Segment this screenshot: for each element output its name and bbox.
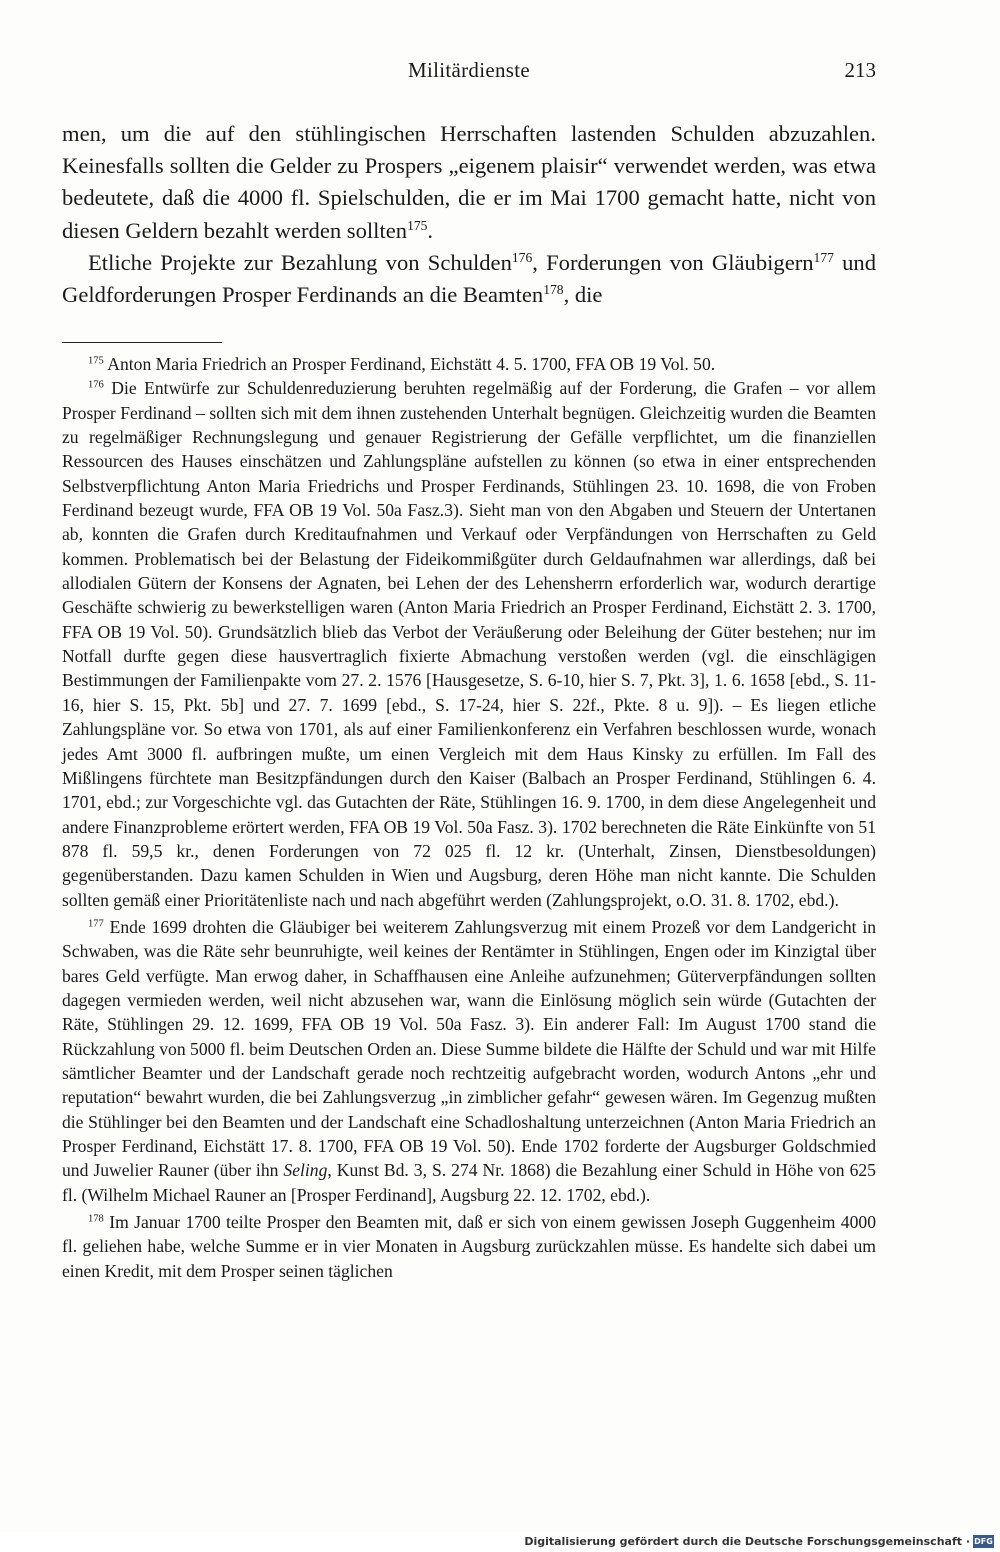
text-run: , Forderungen von Gläubigern: [532, 249, 814, 275]
footnotes: [62, 352, 876, 1283]
text-run: , die: [563, 282, 603, 308]
footnote-number: 175: [88, 355, 104, 367]
footnote-text: , Kunst Bd. 3, S. 274 Nr. 1868) die Bezahlung einer Schuld in Höhe von 625 fl. (Wilhelm Michael Rauner an [Prosper Ferdinand], Augsburg 22. 12. 1702, ebd.).: [62, 1160, 876, 1205]
footnote-number: 177: [88, 918, 104, 930]
page-header: [62, 58, 876, 88]
paragraph-continued: [62, 118, 876, 247]
author-name-italic: Seling: [283, 1160, 328, 1181]
footnote-176: [62, 376, 876, 912]
running-head: Militärdienste: [407, 58, 530, 82]
footnote-178: [62, 1210, 876, 1283]
footnote-175: [62, 352, 876, 376]
footnote-number: 178: [88, 1213, 104, 1225]
text-run: Etliche Projekte zur Bezahlung von Schulden: [88, 249, 512, 275]
footnote-ref-176[interactable]: 176: [511, 249, 533, 265]
footnote-177: [62, 915, 876, 1207]
main-text: [62, 118, 876, 311]
text-run: men, um die auf den stühlingischen Herrschaften lastenden Schulden abzuzahlen. Keinesfalls sollten die Gelder zu Prospers „eigenem plaisir“ verwendet werden, was etwa bedeutete, daß die 4000 fl. Spielschulden, die er im Mai 1700 gemacht hatte, nicht von diesen Geldern bezahlt werden sollten: [62, 121, 876, 243]
dfg-logo-icon: DFG: [974, 1537, 993, 1546]
text-run: und Geldforderungen Prosper Ferdinands an die Beamten: [62, 249, 876, 308]
page-number: 213: [844, 58, 876, 82]
footnote-number: 176: [88, 380, 104, 392]
digitization-credit: Digitalisierung gefördert durch die Deutsche Forschungsgemeinschaft ·: [524, 1535, 970, 1548]
footnote-text: Ende 1699 drohten die Gläubiger bei weiterem Zahlungsverzug mit einem Prozeß vor dem Landgericht in Schwaben, was die Räte sehr beunruhigte, weil keines der Rentämter in Stühlingen, Engen oder im Kinzigtal über bares Geld verfügte. Man erwog daher, in Schaffhausen eine Anleihe aufzunehmen; Güterverpfändungen sollten dagegen vermieden werden, weil nicht abzusehen war, wann die Einlösung möglich sein würde (Gutachten der Räte, Stühlingen 29. 12. 1699, FFA OB 19 Vol. 50a Fasz. 3). Ein anderer Fall: Im August 1700 stand die Rückzahlung von 5000 fl. beim Deutschen Orden an. Diese Summe bildete die Hälfte der Schuld und war mit Hilfe sämtlicher Beamter und der Landschaft gerade noch rechtzeitig aufgebracht worden, wodurch Antons „ehr und reputation“ bewahrt wurden, die bei Zahlungsverzug „in zimblicher gefahr“ gewesen wären. Im Gegenzug mußten die Stühlinger bei den Beamten und der Landschaft eine Schadloshaltung unterzeichnen (Anton Maria Friedrich an Prosper Ferdinand, Eichstätt 17. 8. 1700, FFA OB 19 Vol. 50). Ende 1702 forderte der Augsburger Goldschmied und Juwelier Rauner (über ihn: [62, 916, 876, 1181]
footnote-text: Die Entwürfe zur Schuldenreduzierung beruhten regelmäßig auf der Forderung, die Grafen – vor allem Prosper Ferdinand – sollten sich mit dem ihnen zustehenden Unterhalt begnügen. Gleichzeitig wurden die Beamten zu regelmäßiger Rechnungslegung und genauer Registrierung der Gefälle verpflichtet, um die finanziellen Ressourcen des Hauses einschätzen und Zahlungspläne aufstellen zu können (so etwa in einer entsprechenden Selbstverpflichtung Anton Maria Friedrichs und Prosper Ferdinands, Stühlingen 23. 10. 1698, die von Froben Ferdinand bezeugt wurde, FFA OB 19 Vol. 50a Fasz.3). Sieht man von den Abgaben und Steuern der Untertanen ab, konnten die Grafen durch Kreditaufnahmen und Verkauf oder Verpfändungen von Herrschaften zu Geld kommen. Problematisch bei der Belastung der Fideikommißgüter durch Geldaufnahmen war allerdings, daß bei allodialen Gütern der Konsens der Agnaten, bei Lehen der des Lehensherrn erforderlich war, wodurch derartige Geschäfte schwierig zu bewerkstelligen waren (Anton Maria Friedrich an Prosper Ferdinand, Eichstätt 2. 3. 1700, FFA OB 19 Vol. 50). Grundsätzlich blieb das Verbot der Veräußerung oder Beleihung der Güter bestehen; nur im Notfall durfte gegen diese hausvertraglich fixierte Abmachung verstoßen werden (vgl. die einschlägigen Bestimmungen der Familienpakte vom 27. 2. 1576 [Hausgesetze, S. 6-10, hier S. 7, Pkt. 3], 1. 6. 1658 [ebd., S. 11-16, hier S. 15, Pkt. 5b] und 27. 7. 1699 [ebd., S. 17-24, hier S. 22f., Pkte. 8 u. 9]). – Es liegen etliche Zahlungspläne vor. So etwa von 1701, als auf einer Familienkonferenz ein Verfahren beschlossen wurde, wonach jedes Amt 3000 fl. aufbringen mußte, um einen Vergleich mit dem Haus Kinsky zu erfüllen. Im Fall des Mißlingens fürchtete man Besitzpfändungen durch den Kaiser (Balbach an Prosper Ferdinand, Stühlingen 6. 4. 1701, ebd.; zur Vorgeschichte vgl. das Gutachten der Räte, Stühlingen 16. 9. 1700, in dem diese Angelegenheit und andere Finanzprobleme erörtert werden, FFA OB 19 Vol. 50a Fasz. 3). 1702 berechneten die Räte Einkünfte von 51 878 fl. 59,5 kr., denen Forderungen von 72 025 fl. 12 kr. (Unterhalt, Zinsen, Dienstbesoldungen) gegenüberstanden. Dazu kamen Schulden in Wien und Augsburg, deren Höhe man nicht kannte. Die Schulden sollten gemäß einer Prioritätenliste nach und nach abgeführt werden (Zahlungsprojekt, o.O. 31. 8. 1702, ebd.).: [62, 378, 876, 910]
footnote-ref-175[interactable]: 175: [407, 217, 428, 233]
footnote-separator: [62, 342, 222, 343]
footnote-ref-178[interactable]: 178: [543, 281, 564, 297]
text-run: .: [427, 217, 434, 243]
digitization-footer: [0, 1532, 1000, 1552]
footnote-text: Im Januar 1700 teilte Prosper den Beamten mit, daß er sich von einem gewissen Joseph Guggenheim 4000 fl. geliehen habe, welche Summe er in vier Monaten in Augsburg zurückzahlen müsse. Es handelte sich dabei um einen Kredit, mit dem Prosper seinen täglichen: [62, 1212, 876, 1281]
footnote-text: Anton Maria Friedrich an Prosper Ferdinand, Eichstätt 4. 5. 1700, FFA OB 19 Vol. 50.: [103, 354, 716, 374]
footnote-ref-177[interactable]: 177: [813, 249, 834, 265]
paragraph: [62, 247, 876, 311]
